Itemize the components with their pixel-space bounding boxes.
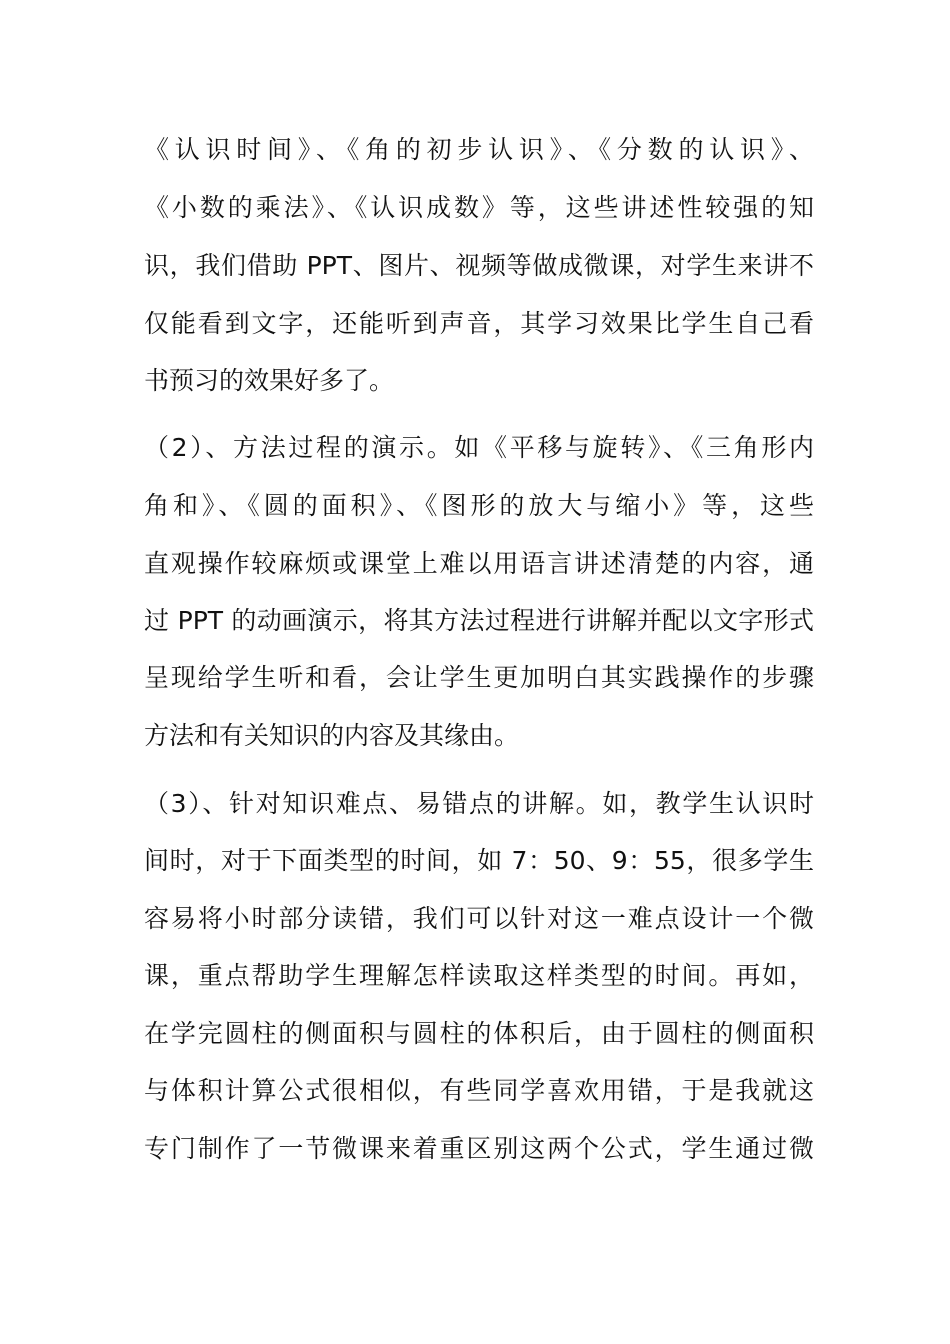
- text-line: 仅能看到文字，还能听到声音，其学习效果比学生自己看: [144, 309, 814, 338]
- text-line: 与体积计算公式很相似，有些同学喜欢用错，于是我就这: [144, 1076, 814, 1105]
- text-line: 间时，对于下面类型的时间，如 7：50、9：55，很多学生: [144, 846, 814, 875]
- text-line: 《认识时间》、《角的初步认识》、《分数的认识》、: [144, 135, 814, 164]
- text-line: 专门制作了一节微课来着重区别这两个公式，学生通过微: [144, 1134, 814, 1163]
- text-line: 容易将小时部分读错，我们可以针对这一难点设计一个微: [144, 904, 814, 933]
- text-line: 呈现给学生听和看，会让学生更加明白其实践操作的步骤: [144, 663, 814, 692]
- text-line: 过 PPT 的动画演示，将其方法过程进行讲解并配以文字形式: [144, 606, 814, 635]
- text-line: 课，重点帮助学生理解怎样读取这样类型的时间。再如，: [144, 961, 814, 990]
- text-line: （2）、方法过程的演示。如《平移与旋转》、《三角形内: [144, 433, 814, 462]
- text-line: 直观操作较麻烦或课堂上难以用语言讲述清楚的内容，通: [144, 549, 814, 578]
- text-line: 识，我们借助 PPT、图片、视频等做成微课，对学生来讲不: [144, 251, 814, 280]
- text-line: 在学完圆柱的侧面积与圆柱的体积后，由于圆柱的侧面积: [144, 1019, 814, 1048]
- text-line: 方法和有关知识的内容及其缘由。: [144, 721, 520, 750]
- text-line: 角和》、《圆的面积》、《图形的放大与缩小》等，这些: [144, 491, 814, 520]
- text-line: 《小数的乘法》、《认识成数》等，这些讲述性较强的知: [144, 193, 814, 222]
- text-line: 书预习的效果好多了。: [144, 366, 395, 395]
- text-line: （3）、针对知识难点、易错点的讲解。如，教学生认识时: [144, 789, 814, 818]
